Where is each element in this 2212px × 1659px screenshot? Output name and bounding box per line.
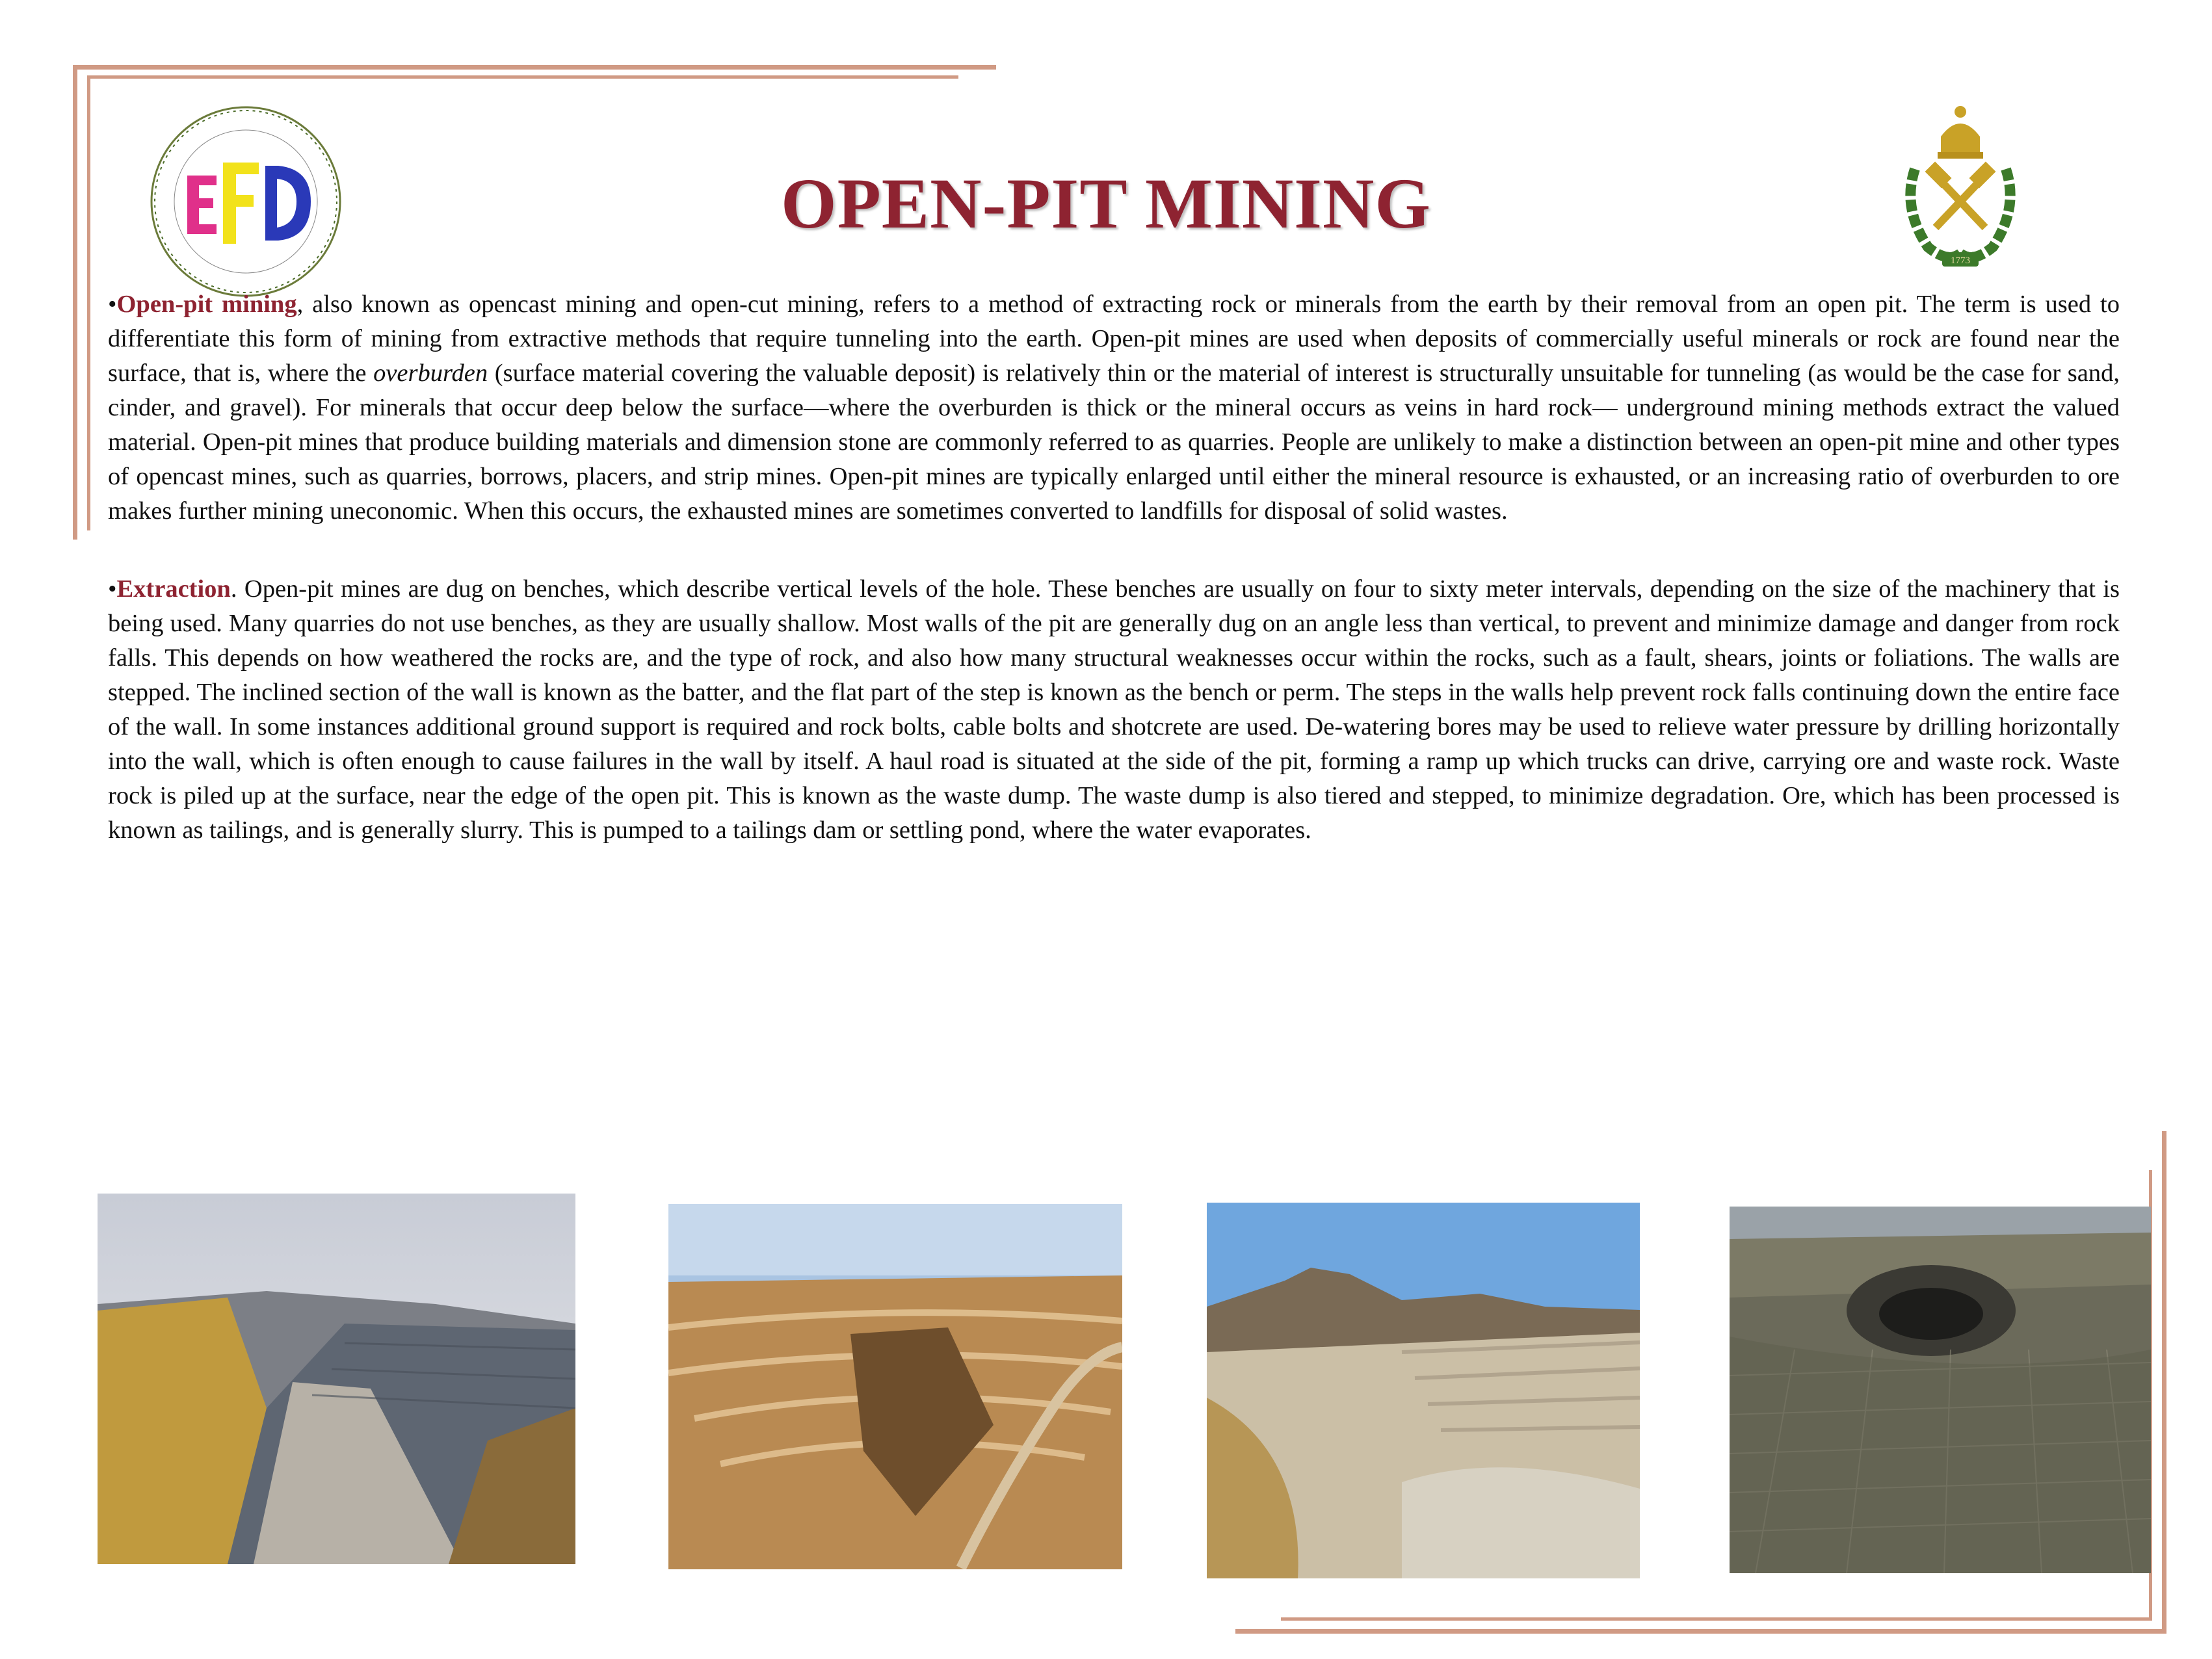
- photo-open-pit-benches: [98, 1194, 575, 1564]
- italic-term-overburden: overburden: [373, 359, 488, 387]
- paragraph-extraction: [108, 572, 2120, 848]
- paragraph-text: (surface material covering the valuable deposit) is relatively thin or the material of interest is structurally unsuitable for tunneling (as would be the case for sand, cinder, and gravel). For minerals that occur deep below the surface—where the overburden is thick or the mineral occurs as veins in hard rock— underground mining methods extract the valued material. Open-pit mines that produce building materials and dimension stone are commonly referred to as quarries. People are unlikely to make a distinction between an open-pit mine and other types of opencast mines, such as quarries, borrows, placers, and strip mines. Open-pit mines are typically enlarged until either the mineral resource is exhausted, or an increasing ratio of overburden to ore makes further mining uneconomic. When this occurs, the exhausted mines are sometimes converted to landfills for disposal of solid wastes.: [108, 359, 2120, 525]
- frame-bottom-line-outer: [1235, 1629, 2166, 1634]
- frame-top-line-inner: [87, 75, 958, 79]
- bullet: •: [108, 291, 117, 318]
- mining-crest-logo: [1889, 98, 2032, 280]
- frame-right-line-outer: [2162, 1131, 2166, 1634]
- page-title: OPEN-PIT MINING: [781, 164, 1431, 243]
- frame-left-line-inner: [87, 75, 90, 530]
- frame-top-line-outer: [73, 65, 996, 70]
- paragraph-text: . Open-pit mines are dug on benches, which describe vertical levels of the hole. These benches are usually on four to sixty meter intervals, depending on the size of the machinery that is being used. Many quarries do not use benches, as they are usually shallow. Most walls of the pit are generally dug on an angle less than vertical, to prevent and minimize damage and danger from rock falls. This depends on how weathered the rocks are, and the type of rock, and also how many structural weaknesses occur within the rocks, such as a fault, shears, joints or foliations. The walls are stepped. The inclined section of the wall is known as the batter, and the flat part of the step is known as the bench or perm. The steps in the walls help prevent rock falls continuing down the entire face of the wall. In some instances additional ground support is required and rock bolts, cable bolts and shotcrete are used. De-watering bores may be used to relieve water pressure by drilling horizontally into the wall, which is often enough to cause failures in the wall by itself. A haul road is situated at the side of the pit, forming a ramp up which trucks can drive, carrying ore and waste rock. Waste rock is piled up at the surface, near the edge of the open pit. This is known as the waste dump. The waste dump is also tiered and stepped, to minimize degradation. Ore, which has been processed is known as tailings, and is generally slurry. This is pumped to a tailings dam or settling pond, where the water evaporates.: [108, 575, 2120, 844]
- lead-term-extraction: Extraction: [116, 575, 231, 603]
- photo-mountain-quarry: [1207, 1203, 1640, 1578]
- photo-aerial-pit-town: [1730, 1207, 2151, 1573]
- bullet: •: [108, 575, 117, 603]
- paragraph-open-pit-mining: [108, 287, 2120, 529]
- frame-bottom-line-inner: [1281, 1617, 2152, 1621]
- lead-term-open-pit-mining: Open-pit mining: [116, 291, 297, 318]
- photo-terraced-pit: [668, 1204, 1122, 1569]
- crest-year: 1773: [1951, 255, 1970, 266]
- paragraph-text: , also known as opencast mining and open-cut mining, refers to a method of extracting rock or minerals from the earth by their removal from an open pit. The term is used to differentiate this form of mining from extractive methods that require tunneling into the earth. Open-pit mines are used when deposits of commercially useful minerals or rock are found near the surface, that is, where the: [108, 291, 2120, 387]
- frame-left-line-outer: [73, 65, 77, 540]
